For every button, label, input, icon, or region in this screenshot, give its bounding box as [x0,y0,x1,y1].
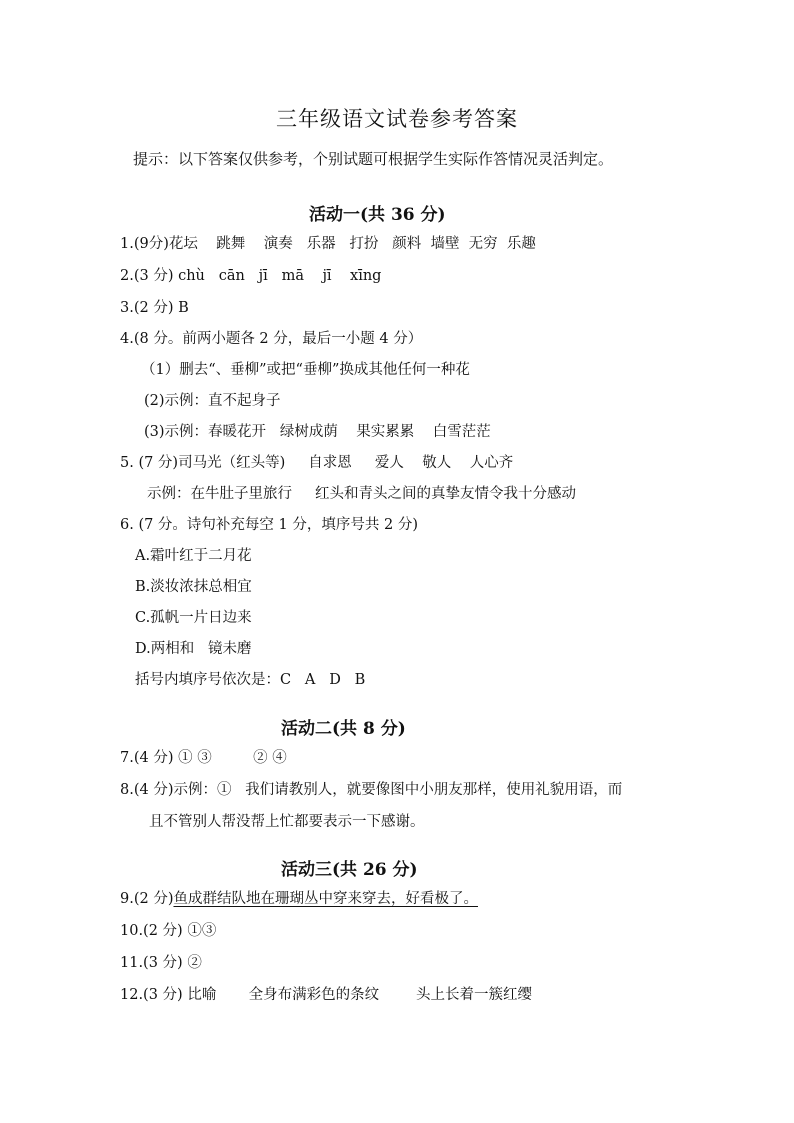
answer-q6-order: 括号内填序号依次是：C A D B [135,672,366,688]
answer-q9-label: 9.(2 分) [120,891,174,907]
answer-q3: 3.(2 分) B [120,300,189,316]
answer-q8: 8.(4 分)示例：① 我们请教别人，就要像图中小朋友那样，使用礼貌用语，而 [120,782,623,798]
answer-q4-part3: (3)示例：春暖花开 绿树成荫 果实累累 白雪茫茫 [144,424,491,440]
answer-q8-continued: 且不管别人帮没帮上忙都要表示一下感谢。 [149,814,425,830]
answer-q7: 7.(4 分) ① ③ ② ④ [120,750,287,766]
answer-q12: 12.(3 分) 比喻 全身布满彩色的条纹 头上长着一簇红缨 [120,987,532,1003]
answer-q1: 1.(9分)花坛 跳舞 演奏 乐器 打扮 颜料 墙壁 无穷 乐趣 [120,236,536,252]
section-heading-activity-1: 活动一(共 36 分) [309,205,446,225]
page-title: 三年级语文试卷参考答案 [276,107,518,131]
answer-q4: 4.(8 分。前两小题各 2 分，最后一小题 4 分） [120,331,423,347]
answer-q4-part1: （1）删去“、垂柳”或把“垂柳”换成其他任何一种花 [141,362,470,378]
answer-q5: 5. (7 分)司马光（红头等) 自求恩 爱人 敬人 人心齐 [120,455,514,471]
grading-tip: 提示：以下答案仅供参考，个别试题可根据学生实际作答情况灵活判定。 [133,150,614,168]
section-heading-activity-3: 活动三(共 26 分) [281,860,418,880]
answer-q11: 11.(3 分) ② [120,955,202,971]
answer-q9-underlined-sentence: 鱼成群结队地在珊瑚丛中穿来穿去，好看极了。 [173,891,478,907]
answer-q5-example: 示例：在牛肚子里旅行 红头和青头之间的真挚友情令我十分感动 [147,486,577,502]
answer-q6-d: D.两相和 镜未磨 [135,641,252,657]
answer-q6-b: B.淡妆浓抹总相宜 [135,579,252,595]
answer-q4-part2: (2)示例：直不起身子 [144,393,281,409]
answer-q10: 10.(2 分) ①③ [120,923,217,939]
answer-q6-a: A.霜叶红于二月花 [135,548,252,564]
answer-q9 [120,887,478,908]
section-heading-activity-2: 活动二(共 8 分) [281,719,406,739]
answer-q6-c: C.孤帆一片日边来 [135,610,252,626]
answer-q6: 6. (7 分。诗句补充每空 1 分，填序号共 2 分) [120,517,418,533]
answer-q2: 2.(3 分) chù cān jī mā jī xīng [120,268,382,284]
